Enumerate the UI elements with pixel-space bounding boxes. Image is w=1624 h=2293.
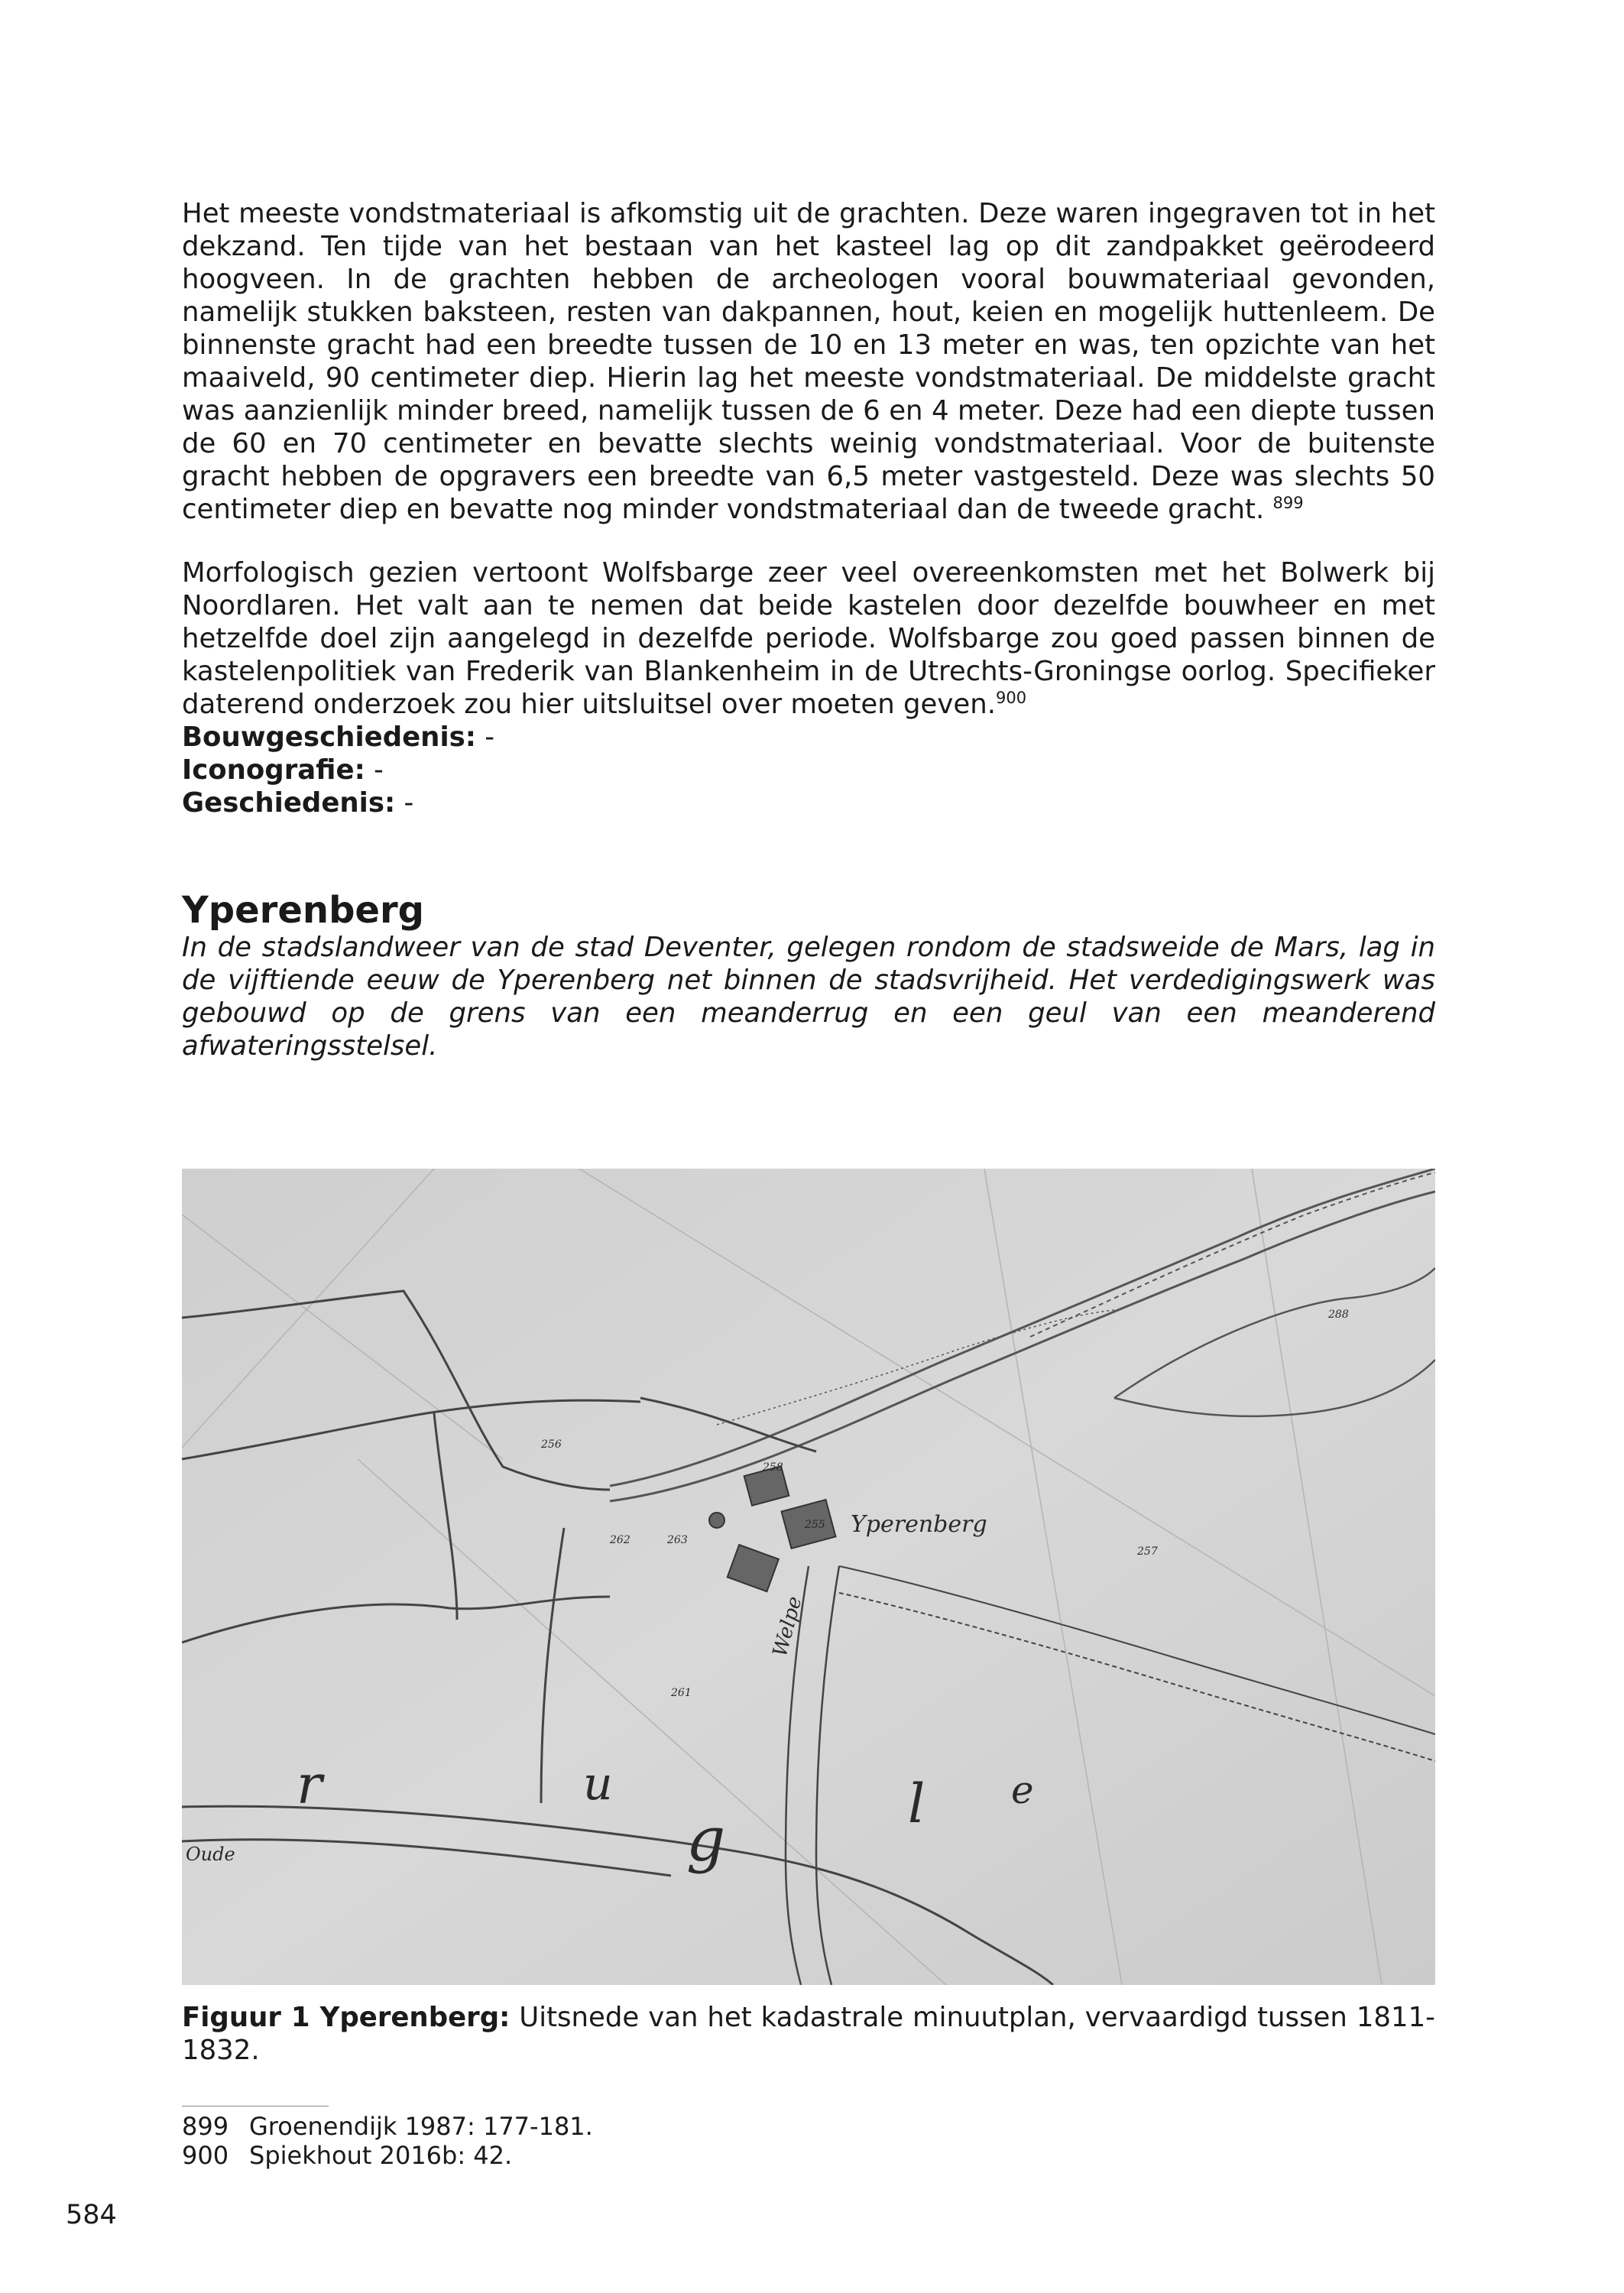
body-text	[182, 197, 1435, 1062]
map-letter-g: g	[686, 1804, 726, 1875]
paragraph-1: Het meeste vondstmateriaal is afkomstig uit de grachten. Deze waren ingegraven tot in het dekzand. Ten tijde van het bestaan van het kasteel lag op dit zandpakket geërodeerd hoogveen. In de grachten hebben de archeologen vooral bouwmateriaal gevonden, namelijk stukken baksteen, resten van dakpannen, hout, keien en mogelijk huttenleem. De binnenste gracht had een breedte tussen de 10 en 13 meter en was, ten opzichte van het maaiveld, 90 centimeter diep. Hierin lag het meeste vondstmateriaal. De middelste gracht was aanzienlijk minder breed, namelijk tussen de 6 en 4 meter. Deze had een diepte tussen de 60 en 70 centimeter en bevatte slechts weinig vondstmateriaal. Voor de buitenste gracht hebben de opgravers een breedte van 6,5 meter vastgesteld. Deze was slechts 50 centimeter diep en bevatte nog minder vondstmateriaal dan de tweede gracht. $^{899}$	[182, 198, 1435, 525]
map-parcel-number: 258	[763, 1461, 783, 1474]
section-title: Yperenberg	[182, 889, 425, 932]
footnote-ref-899[interactable]: 899	[1272, 494, 1304, 513]
figure-caption: Figuur 1 Yperenberg: Uitsnede van het kadastrale minuutplan, vervaardigd tussen 1811-1832.	[182, 2002, 1435, 2066]
map-letter-l: l	[908, 1772, 925, 1835]
map-parcel-number: 257	[1137, 1545, 1158, 1558]
field-bouwgeschiedenis: Bouwgeschiedenis: -	[182, 722, 495, 753]
map-parcel-number: 255	[805, 1519, 825, 1531]
footnote-899: 899 Groenendijk 1987: 177-181.	[182, 2112, 593, 2141]
map-road-label: Welpe	[768, 1594, 807, 1659]
map-parcel-number: 256	[541, 1438, 562, 1451]
footnote-ref-900[interactable]: 900	[996, 689, 1027, 708]
map-parcel-number: 288	[1328, 1309, 1349, 1321]
footnote-divider	[182, 2106, 329, 2107]
map-letter-u: u	[583, 1757, 613, 1811]
map-letter-e: e	[1011, 1768, 1034, 1812]
field-geschiedenis: Geschiedenis: -	[182, 787, 414, 819]
map-place-label: Yperenberg	[851, 1511, 987, 1538]
footnotes	[182, 2112, 593, 2170]
footnote-900: 900 Spiekhout 2016b: 42.	[182, 2141, 513, 2170]
paragraph-2: Morfologisch gezien vertoont Wolfsbarge zeer veel overeenkomsten met het Bolwerk bij Noordlaren. Het valt aan te nemen dat beide kastelen door dezelfde bouwheer en met hetzelfde doel zijn aangelegd in dezelfde periode. Wolfsbarge zou goed passen binnen de kastelenpolitiek van Frederik van Blankenheim in de Utrechts-Groningse oorlog. Specifieker daterend onderzoek zou hier uitsluitsel over moeten geven.$^{900}$	[182, 557, 1435, 720]
field-iconografie: Iconografie: -	[182, 754, 384, 786]
map-parcel-number: 263	[667, 1534, 688, 1546]
page-number: 584	[66, 2200, 117, 2230]
map-parcel-number: 261	[671, 1687, 692, 1699]
map-image	[182, 1169, 1435, 1985]
section-intro: In de stadslandweer van de stad Deventer, gelegen rondom de stadsweide de Mars, lag in de vijftiende eeuw de Yperenberg net binnen de stadsvrijheid. Het verdedigingswerk was gebouwd op de grens van een meanderrug en een geul van een meanderend afwateringsstelsel.	[182, 932, 1435, 1062]
map-parcel-number: 262	[610, 1534, 630, 1546]
map-corner-label: Oude	[186, 1844, 235, 1865]
map-letter-r: r	[297, 1753, 323, 1816]
cadastral-map-figure	[182, 1169, 1435, 1985]
